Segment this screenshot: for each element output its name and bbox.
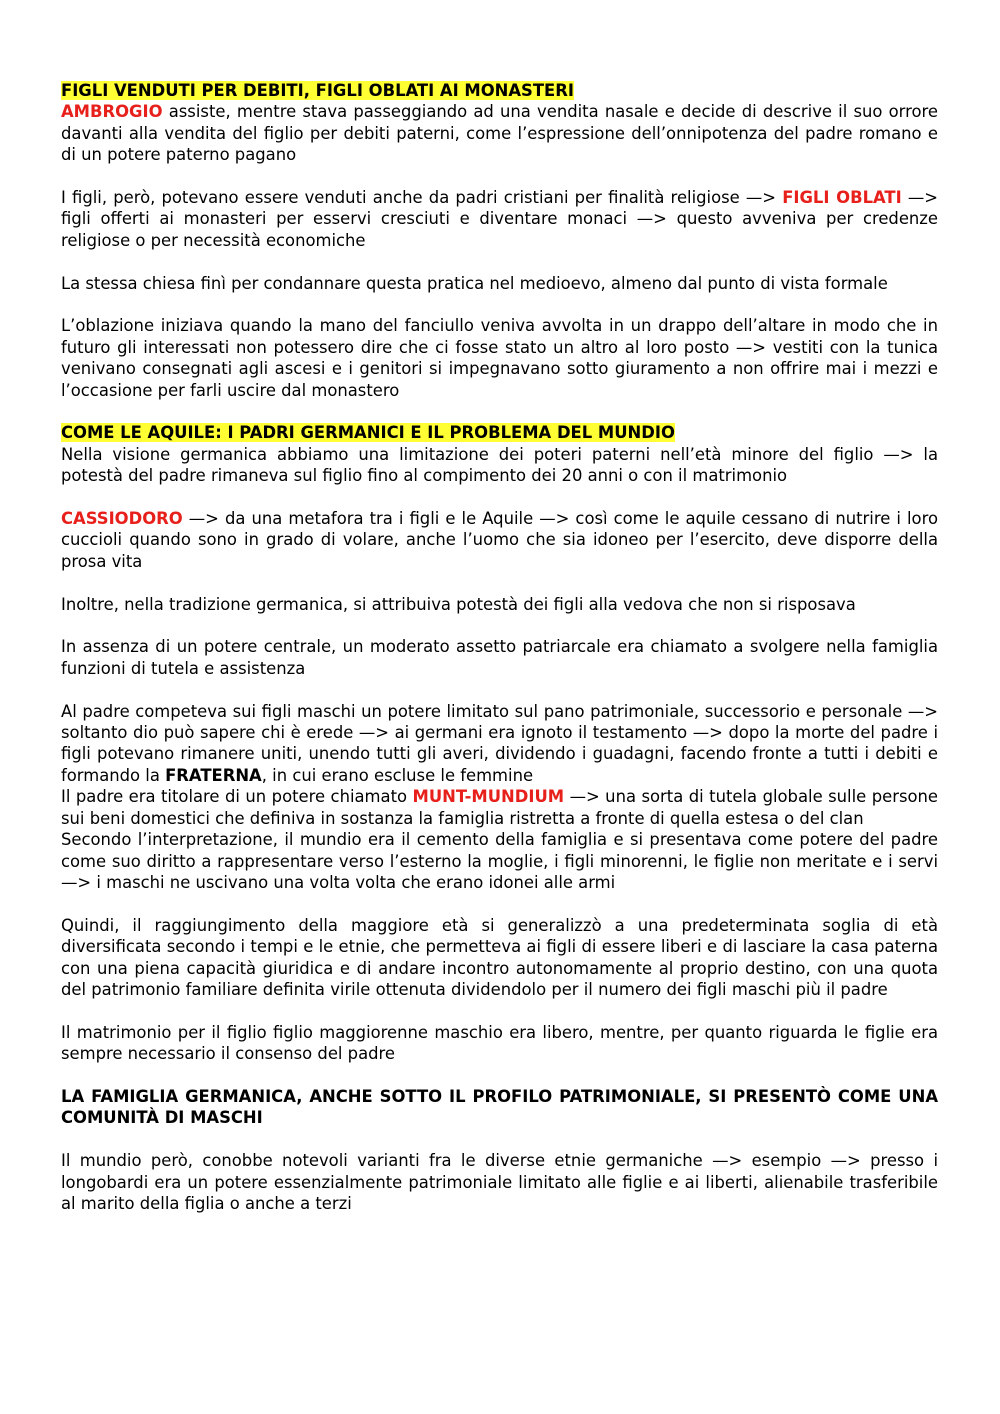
- paragraph: In assenza di un potere centrale, un moderato assetto patriarcale era chiamato a svolgere nella famiglia funzioni di tutela e assistenza: [61, 637, 938, 678]
- paragraph: Il matrimonio per il figlio figlio maggiorenne maschio era libero, mentre, per quanto riguarda le figlie era sempre necessario il consenso del padre: [61, 1022, 938, 1064]
- section-heading: LA FAMIGLIA GERMANICA, ANCHE SOTTO IL PROFILO PATRIMONIALE, SI PRESENTÒ COME UNA COMUNITÀ DI MASCHI: [61, 1086, 938, 1128]
- paragraph-text: —> figli offerti ai monasteri per esservi cresciuti e diventare monaci —> questo avveniva per credenze religiose o per necessità economiche: [61, 188, 938, 250]
- paragraph: La stessa chiesa finì per condannare questa pratica nel medioevo, almeno dal punto di vista formale: [61, 273, 888, 293]
- section-heading: [61, 422, 938, 443]
- paragraph: Inoltre, nella tradizione germanica, si attribuiva potestà dei figli alla vedova che non si risposava: [61, 594, 856, 614]
- highlighted-heading: COME LE AQUILE: I PADRI GERMANICI E IL PROBLEMA DEL MUNDIO: [61, 423, 675, 443]
- paragraph-text: Il padre era titolare di un potere chiamato: [61, 787, 413, 807]
- paragraph: Quindi, il raggiungimento della maggiore età si generalizzò a una predeterminata soglia di età diversificata secondo i tempi e le etnie, che permetteva ai figli di essere liberi e di lasciare la casa paterna con una piena capacità giuridica e di andare incontro autonomamente al proprio destino, con una quota del patrimonio familiare definita virile ottenuta dividendolo per il numero dei figli maschi più il padre: [61, 915, 938, 999]
- key-name: CASSIODORO: [61, 509, 183, 529]
- paragraph: Il mundio però, conobbe notevoli varianti fra le diverse etnie germaniche —> esempio —> presso i longobardi era un potere essenzialmente patrimoniale limitato alle figlie e ai liberti, alienabile trasferibile al marito della figlia o anche a terzi: [61, 1151, 938, 1213]
- paragraph: L’oblazione iniziava quando la mano del fanciullo veniva avvolta in un drappo dell’altare in modo che in futuro gli interessati non potessero dire che ci fosse stato un altro al loro posto —> vestiti con la tunica venivano consegnati agli ascesi e i genitori si impegnavano sotto giuramento a non offrire mai i mezzi e l’occasione per farli uscire dal monastero: [61, 316, 938, 400]
- key-name: AMBROGIO: [61, 102, 163, 122]
- highlighted-heading: FIGLI VENDUTI PER DEBITI, FIGLI OBLATI AI MONASTERI: [61, 81, 574, 100]
- paragraph: [61, 187, 938, 251]
- paragraph-text: —> una sorta di tutela globale sulle persone sui beni domestici che definiva in sostanza la famiglia ristretta a fronte di quella estesa o del clan: [61, 787, 938, 828]
- paragraph: [61, 786, 938, 829]
- section-heading: [61, 80, 938, 101]
- paragraph: Secondo l’interpretazione, il mundio era il cemento della famiglia e si presentava come potere del padre come suo diritto a rappresentare verso l’esterno la moglie, i figli minorenni, le figlie non meritate e i servi —> i maschi ne uscivano una volta volta che erano idonei alle armi: [61, 830, 938, 892]
- paragraph: Nella visione germanica abbiamo una limitazione dei poteri paterni nell’età minore del figlio —> la potestà del padre rimaneva sul figlio fino al compimento dei 20 anni o con il matrimonio: [61, 444, 938, 486]
- paragraph: [61, 701, 938, 787]
- paragraph-text: Al padre competeva sui figli maschi un potere limitato sul pano patrimoniale, successorio e personale —> soltanto dio può sapere chi è erede —> ai germani era ignoto il testamento —> dopo la morte del padre i figli potevano rimanere uniti, unendo tutti gli averi, dividendo i guadagni, facendo fronte a tutti i debiti e formando la: [61, 701, 938, 785]
- paragraph-text: assiste, mentre stava passeggiando ad una vendita nasale e decide di descrive il suo orrore davanti alla vendita del figlio per debiti paterni, come l’espressione dell’onnipotenza del padre romano e di un potere paterno pagano: [61, 102, 938, 165]
- key-term: FRATERNA: [165, 765, 262, 785]
- document-page: [61, 80, 938, 1214]
- key-term: FIGLI OBLATI: [782, 188, 902, 208]
- paragraph-text: , in cui erano escluse le femmine: [261, 765, 534, 785]
- paragraph: [61, 508, 938, 572]
- paragraph-text: —> da una metafora tra i figli e le Aquile —> così come le aquile cessano di nutrire i loro cuccioli quando sono in grado di volare, anche l’uomo che sia idoneo per l’esercito, deve disporre della prosa vita: [61, 509, 938, 571]
- key-term: MUNT-MUNDIUM: [412, 787, 565, 807]
- paragraph: [61, 101, 938, 165]
- paragraph-text: I figli, però, potevano essere venduti anche da padri cristiani per finalità religiose —>: [61, 188, 783, 208]
